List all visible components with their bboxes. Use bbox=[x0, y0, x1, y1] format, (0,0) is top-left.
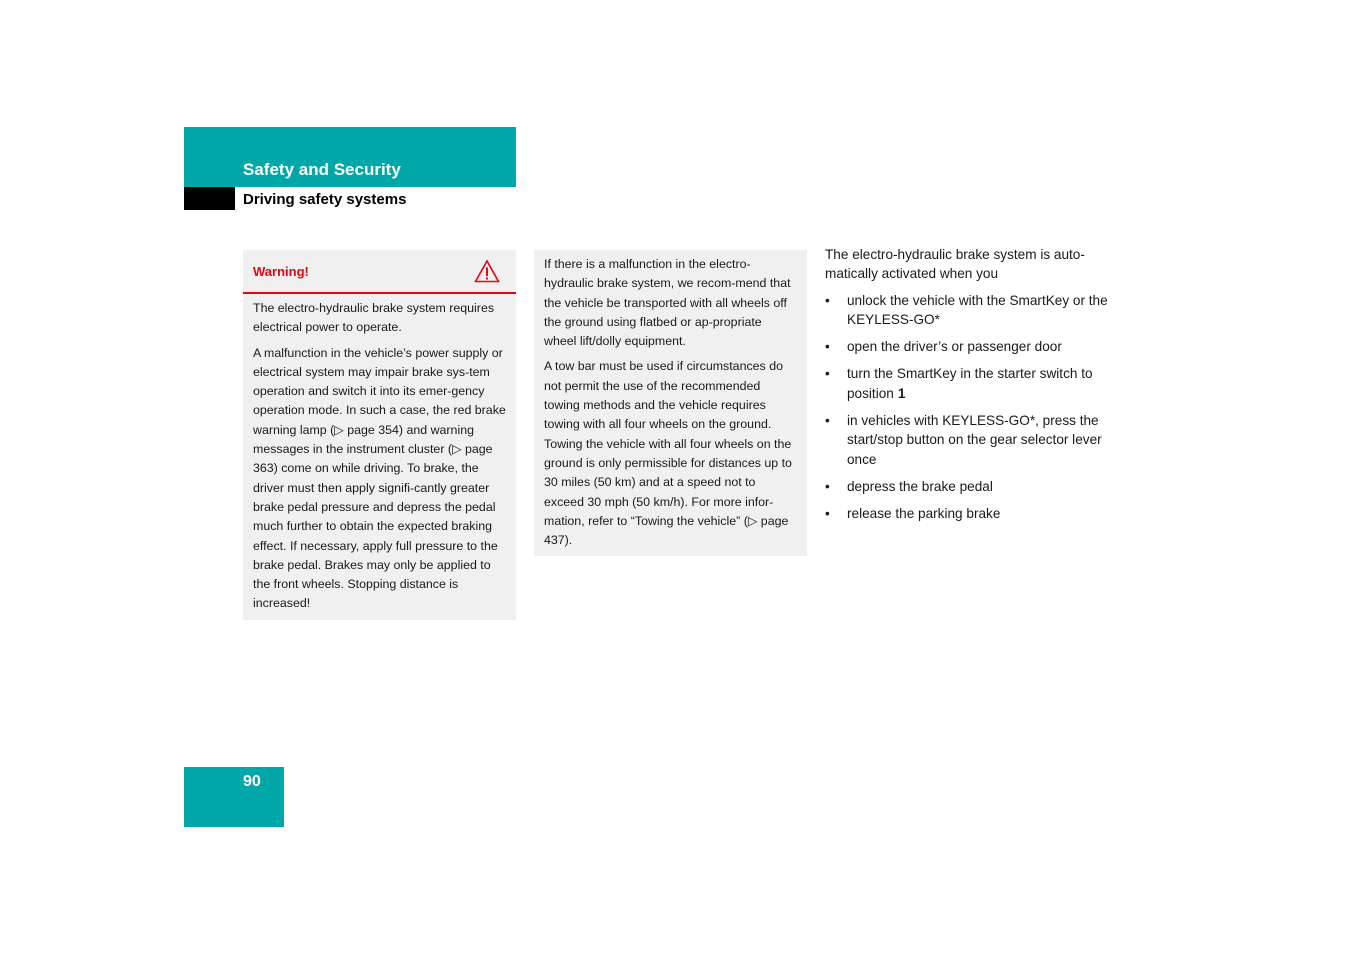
subsection-marker bbox=[184, 187, 235, 210]
bullet: • bbox=[825, 366, 830, 382]
note-paragraph: If there is a malfunction in the electro-hydraulic brake system, we recom-mend that the vehicle be transported with all wheels off the ground using flatbed or ap-propriate wheel lift/dolly equipment. bbox=[544, 257, 791, 349]
list-item-text: turn the SmartKey in the starter switch to position bbox=[847, 366, 1093, 401]
activation-intro: The electro-hydraulic brake system is auto-matically activated when you bbox=[825, 247, 1085, 282]
list-item bbox=[825, 291, 1115, 330]
bullet: • bbox=[825, 292, 830, 308]
note-paragraph: A tow bar must be used if circumstances do not permit the use of the recommended towing methods and the vehicle requires towing with all four wheels on the ground. Towing the vehicle with all four wheels on the ground is only permissible for distances up to 30 miles (50 km) and at a speed not to exceed 30 mph (50 km/h). For more infor-mation, refer to “Towing the vehicle” (▷ page 437). bbox=[544, 359, 792, 548]
list-item bbox=[825, 477, 1115, 496]
bullet: • bbox=[825, 339, 830, 355]
warning-triangle-icon bbox=[474, 259, 500, 283]
list-item-text: unlock the vehicle with the SmartKey or the KEYLESS-GO* bbox=[847, 292, 1108, 327]
bullet: • bbox=[825, 413, 830, 429]
list-item bbox=[825, 337, 1115, 356]
warning-header bbox=[243, 250, 516, 294]
list-item-text: open the driver’s or passenger door bbox=[847, 339, 1062, 355]
list-item bbox=[825, 411, 1115, 469]
page-number: 90 bbox=[243, 773, 261, 790]
position-number: 1 bbox=[897, 385, 906, 401]
activation-section bbox=[825, 245, 1115, 532]
activation-list bbox=[825, 291, 1115, 524]
warning-body bbox=[243, 294, 516, 614]
warning-paragraph: The electro-hydraulic brake system requires electrical power to operate. bbox=[253, 301, 495, 335]
list-item bbox=[825, 504, 1115, 523]
list-item-text: depress the brake pedal bbox=[847, 478, 993, 494]
page-number-box bbox=[184, 767, 284, 827]
subsection-title: Driving safety systems bbox=[243, 191, 407, 208]
warning-paragraph: A malfunction in the vehicle’s power supply or electrical system may impair brake sys-tem operation and switch it into its emer-gency operation mode. In such a case, the red brake warning lamp (▷ page 354) and warning messages in the instrument cluster (▷ page 363) come on while driving. To brake, the driver must then apply signifi-cantly greater brake pedal pressure and depress the pedal much further to obtain the expected braking effect. If necessary, apply full pressure to the brake pedal. Brakes may only be applied to the front wheels. Stopping distance is increased! bbox=[253, 345, 506, 611]
bullet: • bbox=[825, 478, 830, 494]
towing-note-box bbox=[534, 250, 807, 556]
list-item-text: release the parking brake bbox=[847, 506, 1001, 522]
bullet: • bbox=[825, 506, 830, 522]
list-item-text: in vehicles with KEYLESS-GO*, press the start/stop button on the gear selector lever once bbox=[847, 413, 1102, 467]
section-title: Safety and Security bbox=[243, 160, 401, 179]
warning-label: Warning! bbox=[253, 264, 309, 279]
list-item bbox=[825, 364, 1115, 403]
warning-box bbox=[243, 250, 516, 620]
